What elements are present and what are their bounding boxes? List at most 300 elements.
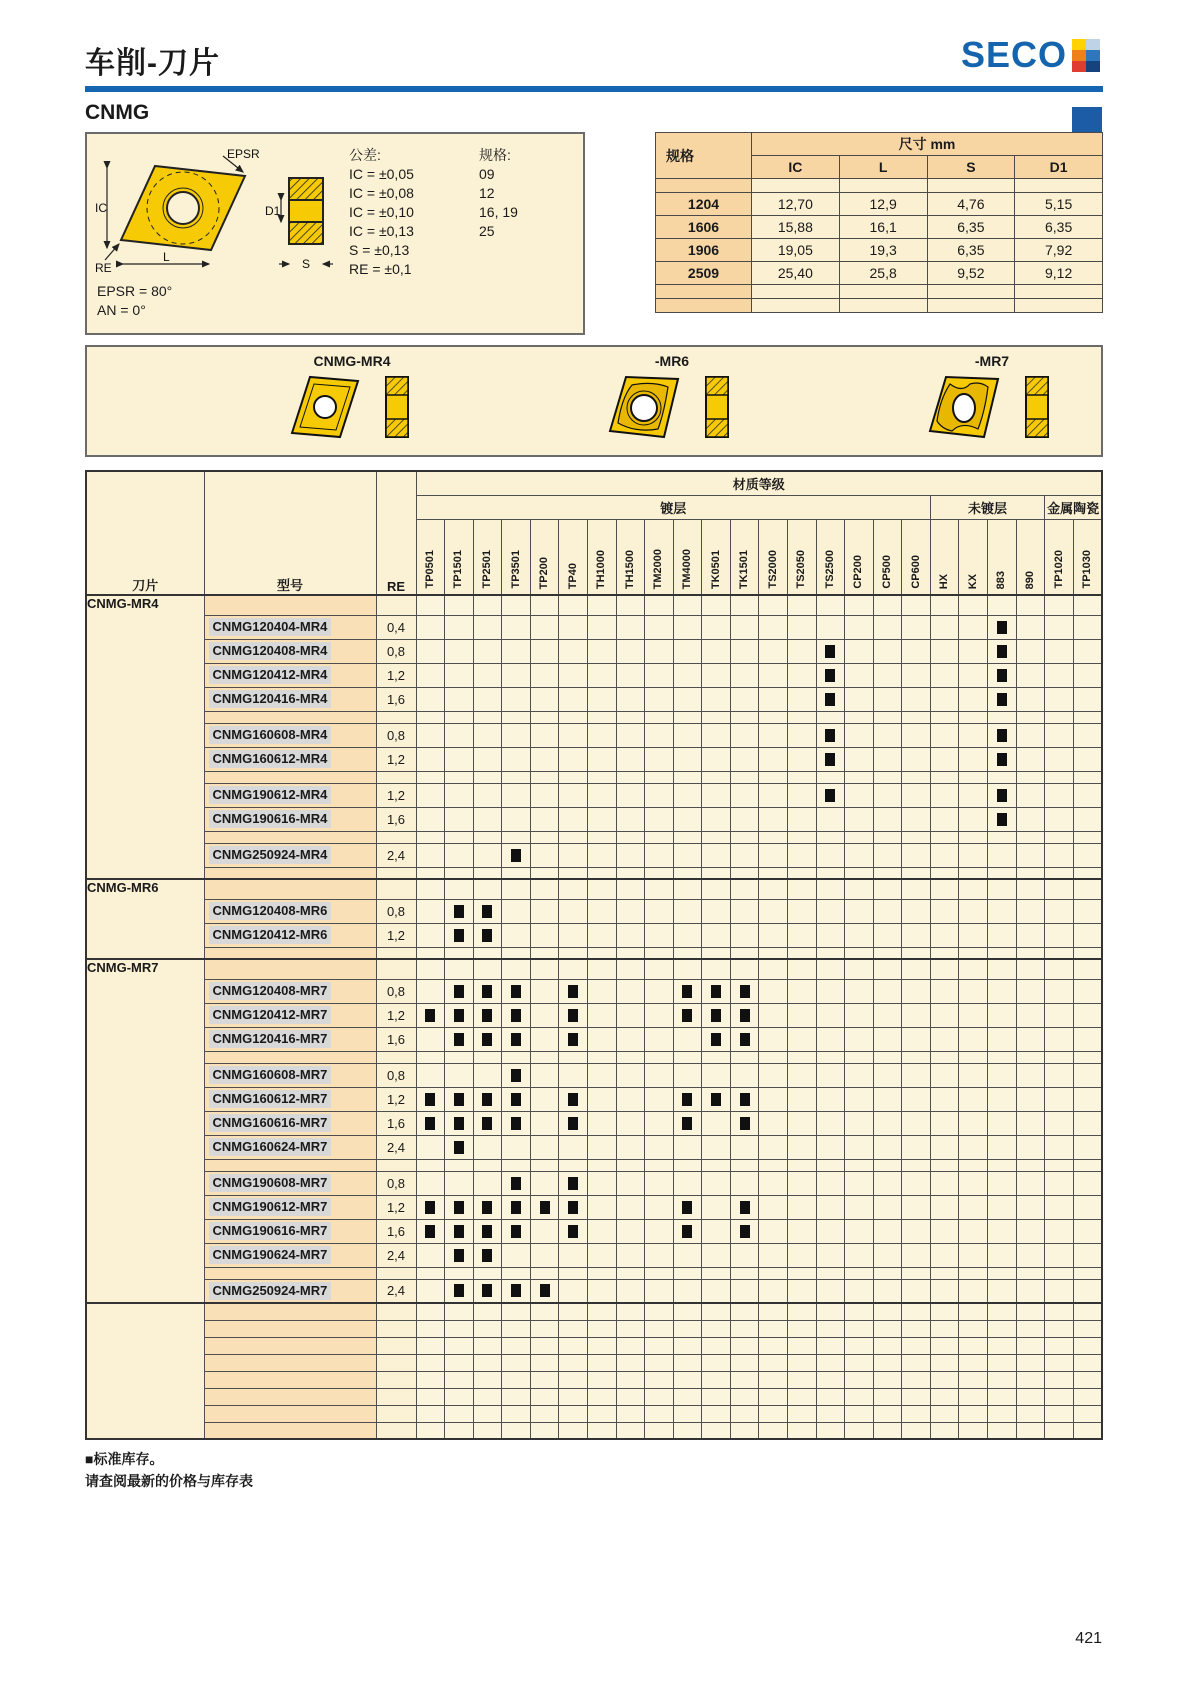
model-text: CNMG190616-MR4 bbox=[209, 810, 332, 828]
grade-cell-ts2000 bbox=[759, 959, 788, 979]
grade-cell-cp200 bbox=[845, 879, 874, 899]
grade-cell-tm2000 bbox=[645, 687, 674, 711]
grade-cell-tk1501 bbox=[730, 1243, 759, 1267]
grade-cell-tp1020 bbox=[1045, 899, 1074, 923]
model-text: CNMG190612-MR4 bbox=[209, 786, 332, 804]
grade-cell-tp1030 bbox=[1073, 1279, 1102, 1303]
grade-cell-tp3501 bbox=[502, 1051, 531, 1063]
grade-cell-ts2500 bbox=[816, 1354, 845, 1371]
svg-text:S: S bbox=[302, 257, 311, 271]
grade-cell-tp3501 bbox=[502, 947, 531, 959]
grade-cell-tp40 bbox=[559, 843, 588, 867]
grade-cell-tp1501 bbox=[445, 1051, 474, 1063]
grade-cell-tp3501 bbox=[502, 899, 531, 923]
grade-cell-th1500 bbox=[616, 1087, 645, 1111]
grade-cell-tp2501 bbox=[473, 831, 502, 843]
insert-style-mr7 bbox=[857, 353, 1127, 448]
stock-square bbox=[454, 985, 464, 998]
re-cell bbox=[376, 867, 416, 879]
grade-cell-th1500 bbox=[616, 615, 645, 639]
model-cell-cnmg120408-mr6 bbox=[204, 899, 376, 923]
grade-cell-ts2050 bbox=[788, 843, 817, 867]
grade-cell-tm4000 bbox=[673, 923, 702, 947]
grade-cell-cp500 bbox=[873, 1243, 902, 1267]
grade-cell-tk0501 bbox=[702, 1303, 731, 1320]
grade-cell-tm4000 bbox=[673, 615, 702, 639]
re-cell: 0,8 bbox=[376, 1063, 416, 1087]
grade-column-header-cp600: CP600 bbox=[902, 519, 931, 595]
grade-cell-tp3501 bbox=[502, 711, 531, 723]
dims-value-cell: 16,1 bbox=[839, 216, 927, 239]
grade-cell-tk1501 bbox=[730, 1063, 759, 1087]
grade-cell-tp1020 bbox=[1045, 1303, 1074, 1320]
grade-cell-th1000 bbox=[587, 1279, 616, 1303]
grade-cell-tp1030 bbox=[1073, 947, 1102, 959]
logo-square bbox=[1072, 61, 1086, 72]
stock-square bbox=[511, 849, 521, 862]
model-text: CNMG250924-MR4 bbox=[209, 846, 332, 864]
grade-cell-tp1020 bbox=[1045, 1337, 1074, 1354]
stock-square bbox=[568, 1117, 578, 1130]
grade-cell-tp1030 bbox=[1073, 1003, 1102, 1027]
grade-cell-ts2500 bbox=[816, 1027, 845, 1051]
grade-cell-ts2500 bbox=[816, 959, 845, 979]
stock-square bbox=[568, 985, 578, 998]
grade-cell-tp1501 bbox=[445, 1303, 474, 1320]
dims-spec-cell: 1606 bbox=[656, 216, 752, 239]
grade-cell-cp500 bbox=[873, 947, 902, 959]
size-line: 16, 19 bbox=[479, 204, 518, 220]
grade-cell-tm2000 bbox=[645, 899, 674, 923]
logo-square bbox=[1086, 50, 1100, 61]
grade-cell-ts2500 bbox=[816, 947, 845, 959]
grade-column-header-tm4000: TM4000 bbox=[673, 519, 702, 595]
grade-cell-tp1501 bbox=[445, 1405, 474, 1422]
stock-square bbox=[454, 1284, 464, 1297]
grade-cell-tp1020 bbox=[1045, 1087, 1074, 1111]
grade-cell-kx bbox=[959, 1063, 988, 1087]
grade-cell-tp1030 bbox=[1073, 687, 1102, 711]
grade-cell-ts2500 bbox=[816, 1135, 845, 1159]
grade-column-header-tp200: TP200 bbox=[530, 519, 559, 595]
grade-cell-tm4000 bbox=[673, 1243, 702, 1267]
grade-cell-cp200 bbox=[845, 1267, 874, 1279]
grade-cell-890 bbox=[1016, 615, 1045, 639]
grade-cell-cp600 bbox=[902, 879, 931, 899]
grade-cell-tk1501 bbox=[730, 615, 759, 639]
grade-cell-tp200 bbox=[530, 1422, 559, 1439]
grade-cell-tm2000 bbox=[645, 1320, 674, 1337]
grade-cell-th1000 bbox=[587, 831, 616, 843]
tolerance-line: S = ±0,13 bbox=[349, 242, 410, 258]
grade-cell-ts2050 bbox=[788, 1051, 817, 1063]
stock-square bbox=[682, 1201, 692, 1214]
re-cell bbox=[376, 947, 416, 959]
grade-cell-tp2501 bbox=[473, 639, 502, 663]
grade-cell-ts2000 bbox=[759, 843, 788, 867]
grade-cell-tm4000 bbox=[673, 959, 702, 979]
grade-cell-th1000 bbox=[587, 595, 616, 615]
grade-cell-tk1501 bbox=[730, 1320, 759, 1337]
grade-cell-th1000 bbox=[587, 1267, 616, 1279]
grade-cell-ts2500 bbox=[816, 1063, 845, 1087]
grade-cell-tm2000 bbox=[645, 1388, 674, 1405]
grade-cell-tp200 bbox=[530, 1320, 559, 1337]
stock-square bbox=[482, 1284, 492, 1297]
grade-cell-tm2000 bbox=[645, 1159, 674, 1171]
grade-cell-tk0501 bbox=[702, 1051, 731, 1063]
grade-cell-tm2000 bbox=[645, 1243, 674, 1267]
grade-cell-tp3501 bbox=[502, 1422, 531, 1439]
grade-cell-ts2500 bbox=[816, 1243, 845, 1267]
grade-cell-883 bbox=[988, 947, 1017, 959]
grade-cell-hx bbox=[930, 1051, 959, 1063]
grade-cell-cp200 bbox=[845, 1087, 874, 1111]
grade-cell-tm2000 bbox=[645, 1051, 674, 1063]
grade-cell-ts2050 bbox=[788, 1135, 817, 1159]
grade-cell-th1500 bbox=[616, 1027, 645, 1051]
grade-cell-cp600 bbox=[902, 663, 931, 687]
grade-cell-cp200 bbox=[845, 1354, 874, 1371]
grade-cell-hx bbox=[930, 1219, 959, 1243]
grade-cell-tk0501 bbox=[702, 1405, 731, 1422]
grade-cell-kx bbox=[959, 687, 988, 711]
grade-cell-cp600 bbox=[902, 1063, 931, 1087]
dims-value-cell: 9,12 bbox=[1015, 262, 1103, 285]
grade-cell-ts2500 bbox=[816, 843, 845, 867]
grade-cell-cp600 bbox=[902, 1219, 931, 1243]
grade-cell-tp3501 bbox=[502, 783, 531, 807]
grade-cell-tp1030 bbox=[1073, 831, 1102, 843]
stock-square bbox=[740, 1009, 750, 1022]
grade-cell-ts2000 bbox=[759, 1320, 788, 1337]
grade-cell-kx bbox=[959, 1320, 988, 1337]
model-cell bbox=[204, 831, 376, 843]
re-cell: 1,2 bbox=[376, 923, 416, 947]
grade-cell-ts2000 bbox=[759, 1422, 788, 1439]
footnote-stock: ■标准库存。 bbox=[85, 1451, 164, 1467]
grade-cell-tp1020 bbox=[1045, 1111, 1074, 1135]
page-title: 车削-刀片 bbox=[85, 47, 220, 80]
grade-cell-tm4000 bbox=[673, 1003, 702, 1027]
grade-cell-tp200 bbox=[530, 687, 559, 711]
grade-cell-890 bbox=[1016, 1171, 1045, 1195]
stock-square bbox=[482, 1093, 492, 1106]
grade-cell-cp600 bbox=[902, 947, 931, 959]
size-line: 12 bbox=[479, 185, 495, 201]
model-text: CNMG190612-MR7 bbox=[209, 1198, 332, 1216]
grade-cell-883 bbox=[988, 843, 1017, 867]
grade-column-header-th1000: TH1000 bbox=[587, 519, 616, 595]
grade-cell-tp40 bbox=[559, 1063, 588, 1087]
grade-cell-tp40 bbox=[559, 1219, 588, 1243]
grade-column-header-883: 883 bbox=[988, 519, 1017, 595]
grade-cell-th1000 bbox=[587, 1354, 616, 1371]
grade-cell-hx bbox=[930, 1195, 959, 1219]
grade-cell-tp200 bbox=[530, 1219, 559, 1243]
grade-cell-th1500 bbox=[616, 595, 645, 615]
grade-cell-ts2500 bbox=[816, 1279, 845, 1303]
grade-cell-tp200 bbox=[530, 923, 559, 947]
stock-square bbox=[997, 621, 1007, 634]
grade-cell-tp40 bbox=[559, 723, 588, 747]
grade-cell-cp600 bbox=[902, 1303, 931, 1320]
stock-square bbox=[711, 1009, 721, 1022]
stock-square bbox=[454, 1033, 464, 1046]
stock-square bbox=[482, 985, 492, 998]
stock-square bbox=[825, 669, 835, 682]
model-cell-cnmg190612-mr7 bbox=[204, 1195, 376, 1219]
grade-cell-tp0501 bbox=[416, 1051, 445, 1063]
model-text: CNMG160612-MR7 bbox=[209, 1090, 332, 1108]
grade-cell-ts2500 bbox=[816, 1219, 845, 1243]
grade-cell-tp40 bbox=[559, 1195, 588, 1219]
grade-cell-kx bbox=[959, 867, 988, 879]
grade-cell-cp500 bbox=[873, 879, 902, 899]
group-label bbox=[86, 1303, 204, 1439]
grade-cell-ts2000 bbox=[759, 1171, 788, 1195]
grade-cell-th1500 bbox=[616, 771, 645, 783]
grade-cell-tk0501 bbox=[702, 1159, 731, 1171]
header-cermet: 金属陶瓷 bbox=[1045, 495, 1102, 519]
grade-cell-tp3501 bbox=[502, 1388, 531, 1405]
grade-cell-tm2000 bbox=[645, 1279, 674, 1303]
dims-col-s: S bbox=[927, 156, 1015, 179]
grade-cell-tp1020 bbox=[1045, 1405, 1074, 1422]
grade-cell-ts2000 bbox=[759, 1003, 788, 1027]
dims-value-cell: 25,8 bbox=[839, 262, 927, 285]
grade-cell-tp3501 bbox=[502, 1405, 531, 1422]
grade-cell-cp200 bbox=[845, 711, 874, 723]
grade-cell-tp2501 bbox=[473, 1267, 502, 1279]
grade-cell-883 bbox=[988, 923, 1017, 947]
grade-cell-tp200 bbox=[530, 807, 559, 831]
grade-cell-cp600 bbox=[902, 1267, 931, 1279]
model-cell-cnmg160612-mr4 bbox=[204, 747, 376, 771]
seco-logo-mosaic-icon bbox=[1072, 39, 1100, 72]
stock-square bbox=[482, 905, 492, 918]
re-cell bbox=[376, 1267, 416, 1279]
grade-cell-tp2501 bbox=[473, 1371, 502, 1388]
grade-cell-tp200 bbox=[530, 595, 559, 615]
grade-cell-ts2050 bbox=[788, 1111, 817, 1135]
model-cell bbox=[204, 879, 376, 899]
grade-cell-tp3501 bbox=[502, 923, 531, 947]
grade-cell-cp500 bbox=[873, 1422, 902, 1439]
grade-cell-th1500 bbox=[616, 639, 645, 663]
grade-cell-883 bbox=[988, 639, 1017, 663]
grade-cell-tp40 bbox=[559, 807, 588, 831]
grade-column-header-tp2501: TP2501 bbox=[473, 519, 502, 595]
grade-cell-ts2050 bbox=[788, 711, 817, 723]
grade-cell-tp0501 bbox=[416, 1135, 445, 1159]
grade-cell-tp2501 bbox=[473, 783, 502, 807]
grade-cell-890 bbox=[1016, 1159, 1045, 1171]
model-cell bbox=[204, 1303, 376, 1320]
grade-cell-tm4000 bbox=[673, 1087, 702, 1111]
re-cell: 1,6 bbox=[376, 1111, 416, 1135]
grade-cell-th1500 bbox=[616, 843, 645, 867]
grade-cell-hx bbox=[930, 1027, 959, 1051]
grade-cell-cp500 bbox=[873, 771, 902, 783]
grade-cell-tm2000 bbox=[645, 1267, 674, 1279]
grade-cell-tk1501 bbox=[730, 723, 759, 747]
grade-cell-883 bbox=[988, 615, 1017, 639]
model-cell-cnmg190608-mr7 bbox=[204, 1171, 376, 1195]
grade-cell-tm2000 bbox=[645, 1027, 674, 1051]
grade-cell-ts2500 bbox=[816, 1371, 845, 1388]
grade-cell-ts2050 bbox=[788, 1195, 817, 1219]
grade-cell-cp500 bbox=[873, 1405, 902, 1422]
grade-cell-ts2000 bbox=[759, 1267, 788, 1279]
grade-cell-tp200 bbox=[530, 663, 559, 687]
grade-cell-ts2000 bbox=[759, 595, 788, 615]
grade-cell-th1000 bbox=[587, 807, 616, 831]
grade-cell-tp40 bbox=[559, 711, 588, 723]
grade-cell-tk0501 bbox=[702, 1320, 731, 1337]
grade-cell-tp3501 bbox=[502, 831, 531, 843]
grade-cell-883 bbox=[988, 1051, 1017, 1063]
tolerance-list bbox=[349, 146, 479, 279]
grade-cell-tp1020 bbox=[1045, 879, 1074, 899]
grade-cell-883 bbox=[988, 1388, 1017, 1405]
stock-square bbox=[511, 1225, 521, 1238]
grade-cell-tp1030 bbox=[1073, 639, 1102, 663]
grade-cell-ts2050 bbox=[788, 879, 817, 899]
model-cell-cnmg120408-mr4 bbox=[204, 639, 376, 663]
model-cell bbox=[204, 947, 376, 959]
grade-cell-tm4000 bbox=[673, 1303, 702, 1320]
dims-empty-cell bbox=[656, 299, 752, 313]
grade-cell-ts2000 bbox=[759, 1027, 788, 1051]
grade-cell-tp40 bbox=[559, 1135, 588, 1159]
dims-col-d1: D1 bbox=[1015, 156, 1103, 179]
re-cell: 0,8 bbox=[376, 979, 416, 1003]
grade-cell-cp600 bbox=[902, 1159, 931, 1171]
grade-cell-th1500 bbox=[616, 979, 645, 1003]
grade-cell-th1000 bbox=[587, 1027, 616, 1051]
grade-cell-cp600 bbox=[902, 723, 931, 747]
grade-cell-tp40 bbox=[559, 1371, 588, 1388]
grade-cell-tp2501 bbox=[473, 979, 502, 1003]
grade-cell-tp1501 bbox=[445, 959, 474, 979]
grade-cell-hx bbox=[930, 1388, 959, 1405]
grade-cell-tp2501 bbox=[473, 1135, 502, 1159]
grade-cell-883 bbox=[988, 899, 1017, 923]
grade-cell-th1000 bbox=[587, 1063, 616, 1087]
grade-cell-890 bbox=[1016, 1279, 1045, 1303]
grade-cell-cp500 bbox=[873, 1195, 902, 1219]
grade-cell-ts2500 bbox=[816, 1159, 845, 1171]
model-cell-cnmg250924-mr7 bbox=[204, 1279, 376, 1303]
grade-cell-ts2500 bbox=[816, 1320, 845, 1337]
grade-cell-tk1501 bbox=[730, 1027, 759, 1051]
grade-cell-883 bbox=[988, 1354, 1017, 1371]
grade-cell-ts2050 bbox=[788, 1159, 817, 1171]
grade-cell-tp0501 bbox=[416, 807, 445, 831]
grade-cell-cp600 bbox=[902, 1135, 931, 1159]
grade-cell-ts2050 bbox=[788, 1219, 817, 1243]
grade-cell-tp3501 bbox=[502, 1337, 531, 1354]
stock-square bbox=[682, 1009, 692, 1022]
grade-cell-th1500 bbox=[616, 879, 645, 899]
model-text: CNMG190608-MR7 bbox=[209, 1174, 332, 1192]
grade-cell-cp200 bbox=[845, 1219, 874, 1243]
grade-cell-th1500 bbox=[616, 1195, 645, 1219]
dims-empty-cell bbox=[927, 299, 1015, 313]
stock-square bbox=[482, 1009, 492, 1022]
grade-cell-tp0501 bbox=[416, 831, 445, 843]
dims-empty-cell bbox=[656, 179, 752, 193]
stock-square bbox=[740, 1117, 750, 1130]
grade-cell-th1500 bbox=[616, 831, 645, 843]
grade-cell-tp0501 bbox=[416, 1337, 445, 1354]
grade-cell-tk0501 bbox=[702, 1267, 731, 1279]
grade-cell-ts2050 bbox=[788, 1243, 817, 1267]
grade-cell-ts2000 bbox=[759, 771, 788, 783]
grade-cell-cp500 bbox=[873, 1063, 902, 1087]
grade-cell-kx bbox=[959, 1405, 988, 1422]
grade-cell-ts2000 bbox=[759, 1063, 788, 1087]
dimensions-table bbox=[655, 132, 1103, 313]
grade-cell-tm2000 bbox=[645, 1087, 674, 1111]
grade-cell-tm2000 bbox=[645, 1405, 674, 1422]
grade-cell-kx bbox=[959, 1388, 988, 1405]
grade-cell-890 bbox=[1016, 867, 1045, 879]
grade-cell-th1500 bbox=[616, 1405, 645, 1422]
stock-square bbox=[482, 1033, 492, 1046]
grade-cell-th1000 bbox=[587, 1243, 616, 1267]
grade-cell-cp500 bbox=[873, 723, 902, 747]
grade-cell-ts2000 bbox=[759, 979, 788, 1003]
grade-cell-hx bbox=[930, 595, 959, 615]
dims-empty-cell bbox=[656, 285, 752, 299]
grade-cell-hx bbox=[930, 663, 959, 687]
grade-cell-ts2500 bbox=[816, 1087, 845, 1111]
grade-cell-tk1501 bbox=[730, 687, 759, 711]
grade-cell-cp200 bbox=[845, 1063, 874, 1087]
grade-cell-883 bbox=[988, 1267, 1017, 1279]
grade-cell-ts2050 bbox=[788, 595, 817, 615]
grade-cell-cp500 bbox=[873, 1171, 902, 1195]
dims-value-cell: 7,92 bbox=[1015, 239, 1103, 262]
grade-cell-kx bbox=[959, 807, 988, 831]
grade-cell-tp1030 bbox=[1073, 595, 1102, 615]
grade-cell-hx bbox=[930, 1243, 959, 1267]
grade-cell-883 bbox=[988, 1219, 1017, 1243]
grade-cell-kx bbox=[959, 1111, 988, 1135]
grade-cell-883 bbox=[988, 747, 1017, 771]
grade-cell-cp500 bbox=[873, 959, 902, 979]
grade-cell-tk0501 bbox=[702, 959, 731, 979]
grade-cell-tm4000 bbox=[673, 867, 702, 879]
grade-cell-tp0501 bbox=[416, 687, 445, 711]
model-text: CNMG160616-MR7 bbox=[209, 1114, 332, 1132]
grade-cell-tp2501 bbox=[473, 1337, 502, 1354]
grade-cell-tk0501 bbox=[702, 899, 731, 923]
grade-cell-cp600 bbox=[902, 771, 931, 783]
stock-square bbox=[482, 1201, 492, 1214]
grade-cell-tp3501 bbox=[502, 1267, 531, 1279]
grade-cell-hx bbox=[930, 1405, 959, 1422]
grade-cell-tm4000 bbox=[673, 979, 702, 1003]
grade-cell-ts2050 bbox=[788, 959, 817, 979]
grade-cell-tp1501 bbox=[445, 1159, 474, 1171]
grade-cell-tp1030 bbox=[1073, 1320, 1102, 1337]
grade-cell-tp200 bbox=[530, 1337, 559, 1354]
re-cell: 2,4 bbox=[376, 1135, 416, 1159]
grade-cell-tp0501 bbox=[416, 1219, 445, 1243]
